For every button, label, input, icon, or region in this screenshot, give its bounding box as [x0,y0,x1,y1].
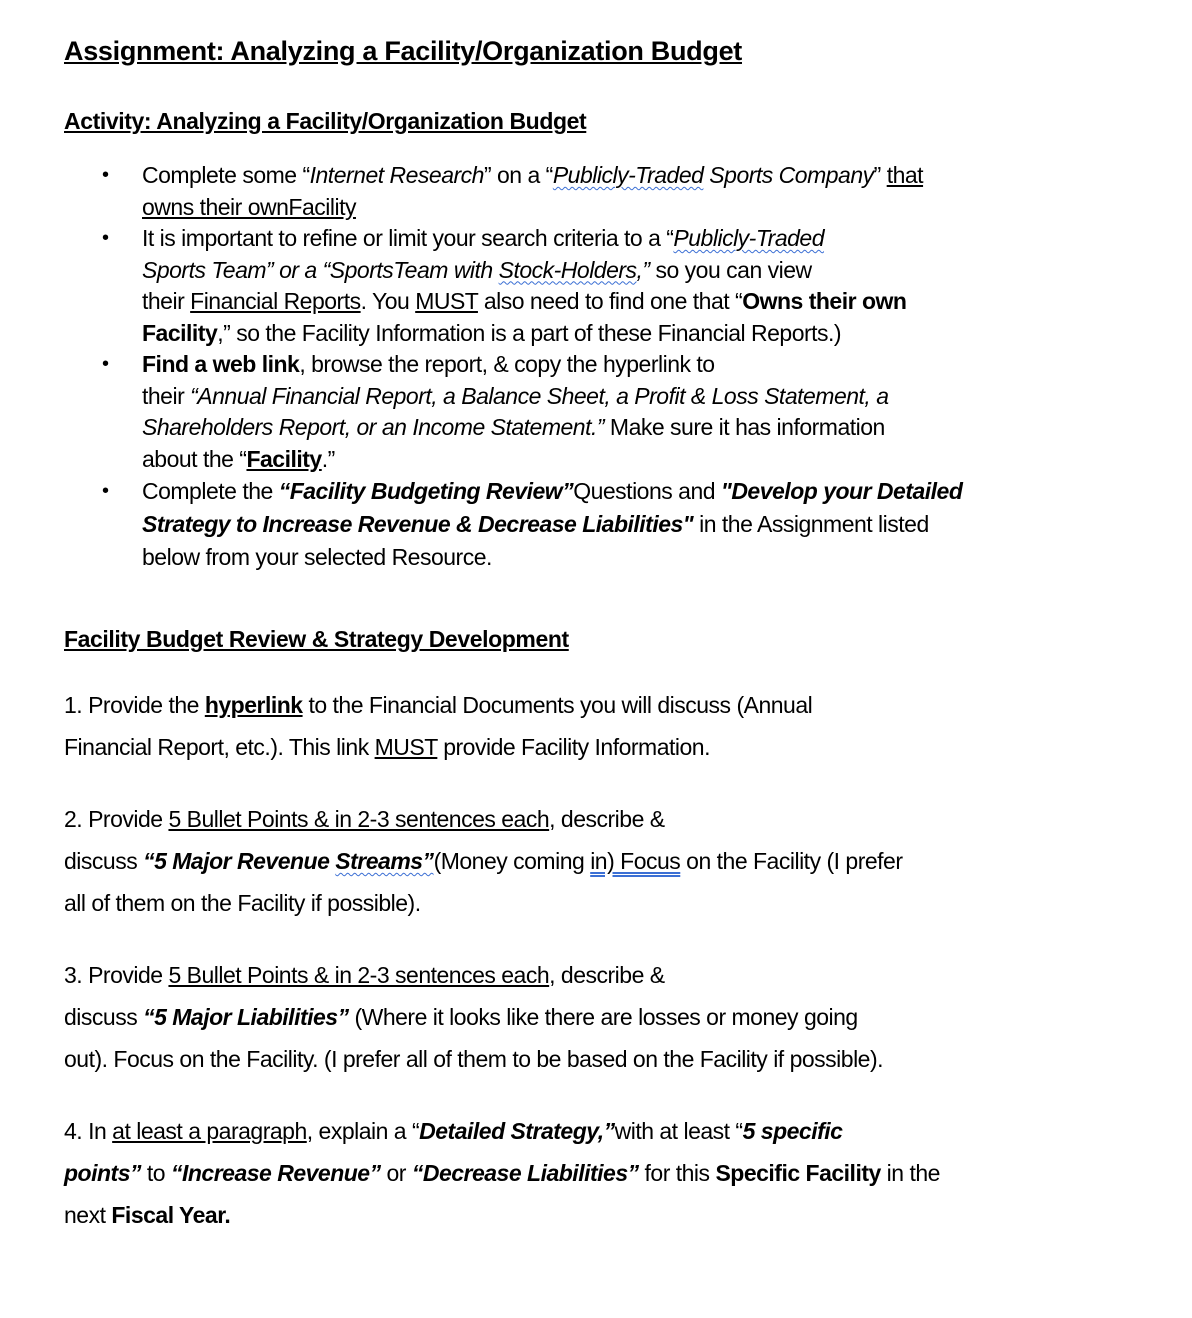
text-run: Fiscal Year. [111,1202,231,1228]
text-run: Find a web link [142,351,300,377]
text-run: .” [321,445,335,472]
text-run: at least a paragraph [112,1118,307,1144]
spellcheck-flagged-text: Publicly-Traded [673,225,825,251]
text-run: MUST [374,734,438,760]
spellcheck-flagged-text: Streams” [335,848,434,874]
text-run: It is important to refine or limit your search criteria to a “ [142,225,674,251]
text-run: 1. Provide the [64,692,205,718]
text-run: Owns their own [742,288,907,314]
text-run: that [886,162,924,188]
text-run: “5 Major Revenue [143,848,336,874]
text-run: hyperlink [204,692,303,718]
text-run: “Facility Budgeting Review” [278,478,574,504]
activity-bullet-list [64,160,1144,574]
text-run: Shareholders Report, or an Income Statement.” [142,414,605,440]
text-run: their [142,288,191,314]
text-run: 5 specific [742,1118,843,1144]
text-run: out). Focus on the Facility. (I prefer all of them to be based on the Facility if possible). [64,1046,884,1072]
text-run: , browse the report, & copy the hyperlink to [299,351,715,377]
text-run: so you can view [655,256,812,283]
text-run: with at least “ [614,1118,743,1144]
text-run: to [141,1160,171,1186]
text-run: Financial Report, etc.). This link [64,734,375,760]
text-run: Detailed Strategy,” [419,1118,615,1144]
bullet-item [142,475,1144,574]
text-run: in the [880,1160,940,1186]
text-run: Questions and [573,478,721,504]
text-run: Make sure it has information [604,414,885,440]
text-run: Facility [142,319,218,346]
text-run: provide Facility Information. [437,734,710,760]
budget-review-heading: Facility Budget Review & Strategy Development [64,626,569,652]
text-run: . You [360,288,416,314]
text-run: , explain a “ [306,1118,420,1144]
numbered-item-2 [64,798,1144,924]
text-run: “Annual Financial Report, a Balance Sheet, a Profit & Loss Statement, a [190,382,889,409]
spellcheck-flagged-text: in) Focus [590,848,681,874]
text-run: 5 Bullet Points & in 2-3 sentences each [168,806,550,832]
document-page [64,32,1144,1236]
bullet-item [142,223,1144,349]
text-run: 2. Provide [64,806,169,832]
bullet-item [142,160,1144,223]
text-run: to the Financial Documents you will discuss (Annual [302,692,813,718]
text-run: on the Facility (I prefer [680,848,903,874]
text-run: Sports Team” or a “SportsTeam with [142,256,499,283]
text-run: Specific Facility [715,1160,881,1186]
text-run: ” [873,162,887,188]
text-run: (Money coming [433,848,591,874]
text-run: Complete the [142,478,279,504]
text-run: Strategy to Increase Revenue & Decrease Liabilities" [142,511,694,537]
text-run: about the “ [142,445,247,472]
text-run: Sports Company [703,162,874,188]
text-run: , describe & [549,806,665,832]
text-run: Complete some “ [142,162,310,188]
spellcheck-flagged-text: Stock-Holders [498,256,637,283]
bullet-item [142,349,1144,475]
text-run: (Where it looks like there are losses or money going [348,1004,858,1030]
text-run: below from your selected Resource. [142,544,492,570]
text-run: “5 Major Liabilities” [143,1004,349,1030]
text-run: ,” [636,256,656,283]
text-run: “Decrease Liabilities” [411,1160,639,1186]
text-run: MUST [415,288,478,314]
text-run: ” on a “ [483,162,553,188]
text-run: next [64,1202,112,1228]
text-run: 5 Bullet Points & in 2-3 sentences each [168,962,550,988]
text-run: in the Assignment listed [693,511,929,537]
text-run: also need to find one that “ [477,288,743,314]
text-run: all of them on the Facility if possible). [64,890,421,916]
text-run: their [142,382,191,409]
text-run: , describe & [549,962,665,988]
text-run: ,” so the Facility Information is a part of these Financial Reports.) [217,319,842,346]
text-run: points” [64,1160,141,1186]
text-run: discuss [64,1004,144,1030]
numbered-item-4 [64,1110,1144,1236]
text-run: for this [638,1160,716,1186]
numbered-item-1 [64,684,1144,768]
text-run: Facility [246,445,322,472]
text-run: “Increase Revenue” [170,1160,381,1186]
text-run: 3. Provide [64,962,169,988]
spellcheck-flagged-text: Publicly-Traded [552,162,704,188]
assignment-title: Assignment: Analyzing a Facility/Organization Budget [64,36,742,66]
text-run: owns their ownFacility [142,193,356,220]
text-run: discuss [64,848,144,874]
activity-heading: Activity: Analyzing a Facility/Organization Budget [64,108,587,134]
text-run: Internet Research [309,162,484,188]
text-run: "Develop your Detailed [720,478,963,504]
text-run: Financial Reports [190,288,361,314]
text-run: 4. In [64,1118,113,1144]
numbered-item-3 [64,954,1144,1080]
text-run: or [380,1160,412,1186]
